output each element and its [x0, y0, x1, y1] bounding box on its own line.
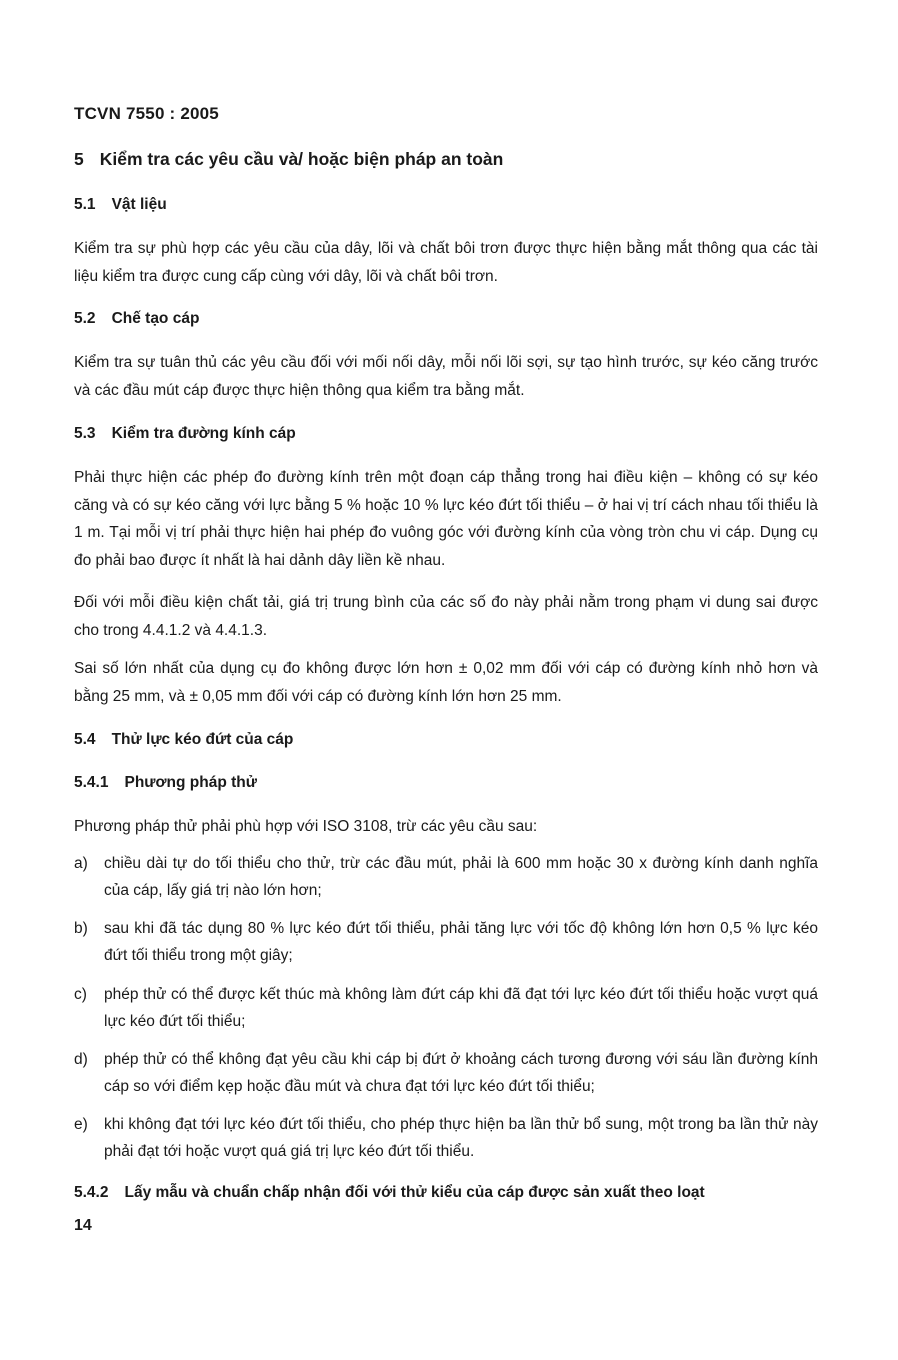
list-item — [74, 1046, 818, 1100]
list-text: chiều dài tự do tối thiểu cho thử, trừ các đầu mút, phải là 600 mm hoặc 30 x đường kính danh nghĩa của cáp, lấy giá trị nào lớn hơn; — [104, 855, 818, 899]
paragraph: Phải thực hiện các phép đo đường kính trên một đoạn cáp thẳng trong hai điều kiện – không có sự kéo căng và có sự kéo căng với lực bằng 5 % hoặc 10 % lực kéo đứt tối thiểu – ở hai vị trí cách nhau tối thiểu là 1 m. Tại mỗi vị trí phải thực hiện hai phép đo vuông góc với đường kính của vòng tròn chu vi cáp. Dụng cụ đo phải bao được ít nhất là hai dảnh dây liền kề nhau. — [74, 469, 818, 569]
section-number: 5.4.1 — [74, 774, 109, 791]
section-number: 5.3 — [74, 425, 96, 442]
section-number: 5.1 — [74, 196, 96, 213]
section-5-4-2-heading — [74, 1184, 705, 1202]
section-number: 5.4.2 — [74, 1184, 109, 1201]
list-item — [74, 850, 818, 904]
section-5-heading — [74, 149, 503, 170]
paragraph: Kiểm tra sự tuân thủ các yêu cầu đối với mối nối dây, mỗi nối lõi sợi, sự tạo hình trước, sự kéo căng trước và các đầu mút cáp được thực hiện thông qua kiểm tra bằng mắt. — [74, 354, 818, 399]
list-marker: a) — [74, 855, 88, 872]
list-item — [74, 981, 818, 1035]
section-title: Thử lực kéo đứt của cáp — [111, 731, 294, 748]
page-number: 14 — [74, 1217, 92, 1234]
paragraph: Sai số lớn nhất của dụng cụ đo không được lớn hơn ± 0,02 mm đối với cáp có đường kính nhỏ hơn và bằng 25 mm, và ± 0,05 mm đối với cáp có đường kính lớn hơn 25 mm. — [74, 660, 818, 705]
document-id: TCVN 7550 : 2005 — [74, 104, 219, 123]
paragraph: Phương pháp thử phải phù hợp với ISO 3108, trừ các yêu cầu sau: — [74, 818, 538, 835]
section-number: 5.4 — [74, 731, 96, 748]
paragraph: Đối với mỗi điều kiện chất tải, giá trị trung bình của các số đo này phải nằm trong phạm vi dung sai được cho trong 4.4.1.2 và 4.4.1.3. — [74, 594, 818, 639]
list-marker: b) — [74, 920, 88, 937]
section-title: Vật liệu — [111, 196, 167, 213]
section-5-3-heading — [74, 425, 296, 443]
list-marker: e) — [74, 1116, 88, 1133]
section-title: Chế tạo cáp — [111, 310, 200, 327]
list-text: sau khi đã tác dụng 80 % lực kéo đứt tối thiểu, phải tăng lực với tốc độ không lớn hơn 0,5 % lực kéo đứt tối thiểu trong một giây; — [104, 920, 818, 964]
section-number: 5.2 — [74, 310, 96, 327]
list-text: phép thử có thể được kết thúc mà không làm đứt cáp khi đã đạt tới lực kéo đứt tối thiểu hoặc vượt quá lực kéo đứt tối thiểu; — [104, 986, 818, 1030]
section-5-4-1-heading — [74, 774, 257, 792]
section-title: Kiểm tra các yêu cầu và/ hoặc biện pháp an toàn — [99, 149, 504, 169]
list-item — [74, 915, 818, 969]
section-title: Lấy mẫu và chuẩn chấp nhận đối với thử kiểu của cáp được sản xuất theo loạt — [124, 1184, 705, 1201]
section-5-4-heading — [74, 731, 293, 749]
section-5-1-heading — [74, 196, 167, 214]
list-text: khi không đạt tới lực kéo đứt tối thiểu, cho phép thực hiện ba lần thử bổ sung, một trong ba lần thử này phải đạt tới hoặc vượt quá giá trị lực kéo đứt tối thiểu. — [104, 1116, 818, 1160]
section-title: Kiểm tra đường kính cáp — [111, 425, 296, 442]
section-5-2-heading — [74, 310, 199, 328]
section-number: 5 — [74, 149, 84, 169]
list-text: phép thử có thể không đạt yêu cầu khi cáp bị đứt ở khoảng cách tương đương với sáu lần đường kính cáp so với điểm kẹp hoặc đầu mút và chưa đạt tới lực kéo đứt tối thiểu; — [104, 1051, 818, 1095]
list-marker: d) — [74, 1051, 88, 1068]
list-item — [74, 1111, 818, 1165]
section-title: Phương pháp thử — [124, 774, 257, 791]
paragraph: Kiểm tra sự phù hợp các yêu cầu của dây, lõi và chất bôi trơn được thực hiện bằng mắt thông qua các tài liệu kiểm tra được cung cấp cùng với dây, lõi và chất bôi trơn. — [74, 240, 818, 285]
list-marker: c) — [74, 986, 87, 1003]
